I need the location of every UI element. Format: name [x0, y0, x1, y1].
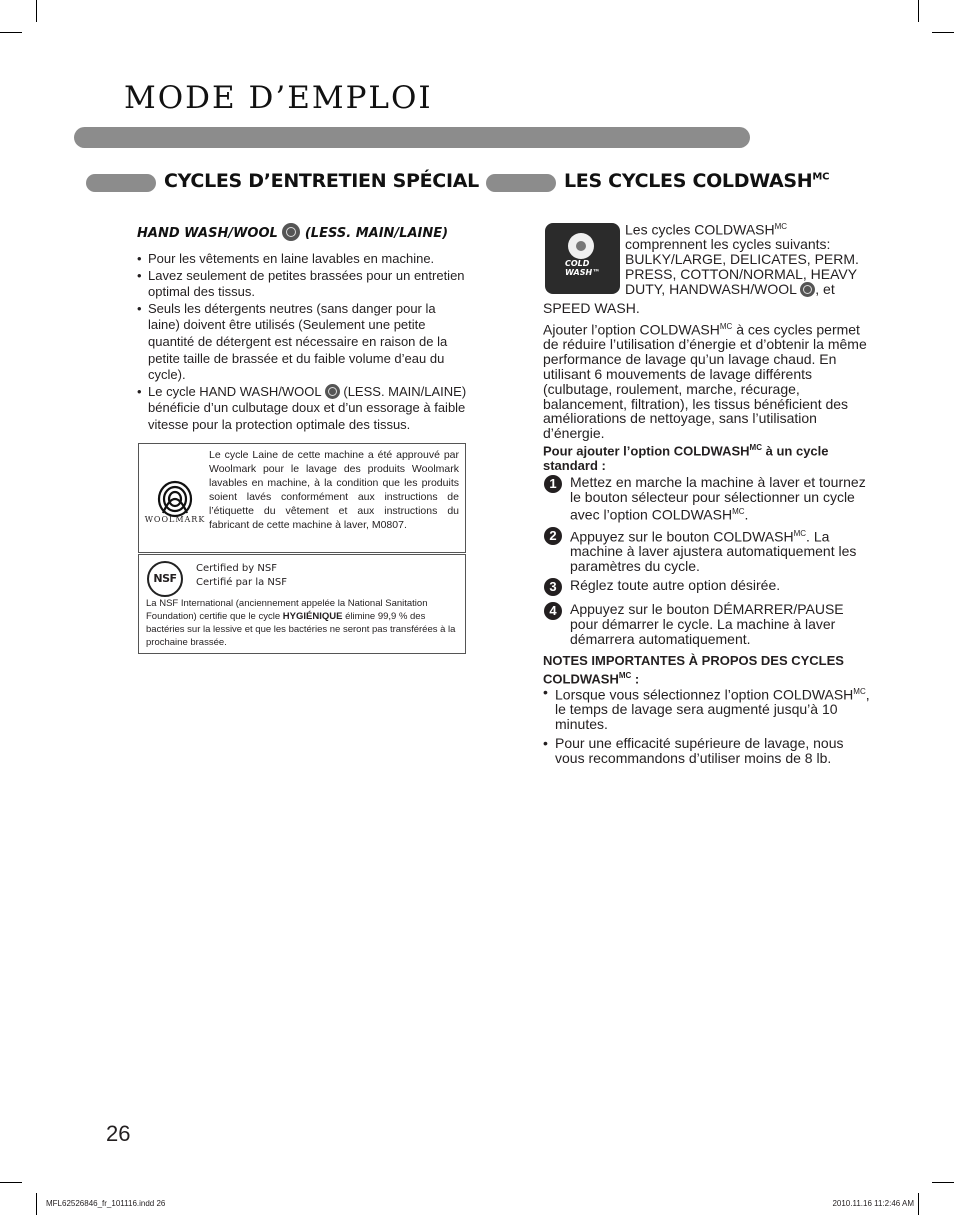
step-item: [544, 475, 874, 521]
step-text-part: Appuyez sur le bouton COLDWASH: [570, 528, 794, 545]
hand-wash-bullet-list: [137, 251, 467, 434]
crop-mark: [0, 1182, 22, 1183]
page-number: 26: [106, 1121, 131, 1146]
paragraph-text: à ces cycles permet de réduire l’utilisation d’énergie et d’obtenir la même performance de lavage qu’un lavage chaud. En utilisant 6 mouvements de lavage différents (culbutage, roulement, marche, récurage, balancement, filtration), les tissus bénéficient des améliorations de nettoyage, sans l’utilisation d’énergie.: [543, 321, 867, 442]
heading-sup: MC: [812, 171, 830, 183]
nsf-cert-en: Certified by NSF: [196, 563, 277, 574]
heading-text: :: [631, 671, 640, 687]
logo-line-1: COLD: [565, 259, 590, 268]
step-item: [544, 578, 874, 596]
step-text: Appuyez sur le bouton DÉMARRER/PAUSE pour démarrer le cycle. La machine à laver démarrera automatiquement.: [570, 601, 844, 647]
heading-text: à un cycle standard :: [543, 443, 829, 474]
woolmark-text: Le cycle Laine de cette machine a été approuvé par Woolmark pour le lavage des produits Woolmark lavables en machine, à la condition que les produits soient lavés conformément aux instructions de l’étiquette du vêtement et aux instructions du fabricant de cette machine à laver, M0807.: [209, 449, 459, 531]
logo-line-2: WASH™: [565, 268, 601, 277]
section-heading-coldwash: [564, 170, 829, 192]
step-text-part: Mettez en marche la machine à laver et tournez le bouton sélecteur pour sélectionner un cycle avec l’option COLDWASH: [570, 474, 866, 523]
title-bar: [74, 127, 750, 148]
coldwash-disc-icon: [568, 233, 594, 259]
step-number: 2: [544, 527, 562, 545]
sup-mc: MC: [793, 529, 807, 538]
paragraph-text: Ajouter l’option COLDWASH: [543, 321, 720, 338]
bullet-text-part-2: (LESS. MAIN/LAINE) bénéficie d’un culbutage doux et d’un essorage à faible vitesse pour la protection optimale des tissus.: [148, 383, 467, 432]
sup-mc: MC: [749, 443, 762, 452]
important-notes-heading: [543, 653, 873, 686]
nsf-notice-box: [138, 554, 466, 654]
nsf-text-part-2: élimine 99,9 % des bactéries sur la lessive et que les bactéries ne seront pas transférées à la prochaine brassée.: [146, 611, 456, 648]
add-coldwash-heading: [543, 440, 873, 473]
step-item: [544, 602, 874, 648]
sup-mc: MC: [774, 222, 788, 231]
crop-mark: [918, 0, 919, 22]
sup-mc: MC: [618, 671, 632, 680]
crop-mark: [36, 1193, 37, 1215]
hand-wash-subheading: [137, 223, 448, 241]
intro-line-speed-wash: SPEED WASH.: [543, 300, 640, 316]
nsf-text-bold: HYGIÉNIQUE: [282, 611, 343, 622]
step-number: 3: [544, 578, 562, 596]
heading-text: NOTES IMPORTANTES À PROPOS DES CYCLES COLDWASH: [543, 653, 844, 687]
list-item: • Pour les vêtements en laine lavables en machine.: [137, 251, 467, 268]
crop-mark: [0, 32, 22, 33]
woolmark-notice-box: [138, 443, 466, 553]
coldwash-paragraph: [543, 320, 873, 441]
nsf-cert-fr: Certifié par la NSF: [196, 577, 288, 588]
heading-text: LES CYCLES COLDWASH: [564, 170, 813, 192]
wool-icon: [800, 282, 815, 297]
sup-mc: MC: [719, 322, 733, 331]
section-heading-special-care: CYCLES D’ENTRETIEN SPÉCIAL: [164, 170, 479, 192]
intro-line: [625, 282, 885, 297]
crop-mark: [932, 32, 954, 33]
step-number: 1: [544, 475, 562, 493]
note-text: , le temps de lavage sera augmenté jusqu’à 10 minutes.: [555, 686, 870, 733]
section-pill-right: [486, 174, 556, 192]
nsf-certification: [196, 562, 287, 590]
woolmark-wordmark: WOOLMARK: [144, 515, 206, 524]
nsf-logo-icon: NSF: [147, 561, 183, 597]
coldwash-intro: [625, 220, 885, 297]
list-item: [543, 685, 873, 732]
heading-text: Pour ajouter l’option COLDWASH: [543, 443, 750, 459]
list-item: • Pour une efficacité supérieure de lavage, nous vous recommandons d’utiliser moins de 8 lb.: [543, 736, 873, 766]
step-text-part: .: [744, 506, 749, 523]
important-notes-list: [543, 685, 873, 770]
intro-text: Les cycles COLDWASH: [625, 221, 775, 238]
page-title: MODE D’EMPLOI: [124, 80, 433, 116]
list-item: • Seuls les détergents neutres (sans danger pour la laine) doivent être utilisés (Seulement une petite quantité de détergent est nécessaire en raison de la petite taille de brassée et du faible volume d’eau du cycle).: [137, 301, 467, 384]
wool-icon: [325, 384, 340, 399]
wool-icon: [282, 223, 300, 241]
step-text: Réglez toute autre option désirée.: [570, 577, 781, 593]
crop-mark: [932, 1182, 954, 1183]
note-text: Lorsque vous sélectionnez l’option COLDWASH: [555, 686, 854, 703]
intro-line: [625, 220, 885, 237]
intro-text: , et: [815, 280, 835, 297]
intro-line: BULKY/LARGE, DELICATES, PERM.: [625, 251, 859, 268]
nsf-text-part-1: La NSF International (anciennement appelée la National Sanitation Foundation) certifie que le cycle: [146, 598, 428, 622]
step-item: [544, 527, 874, 573]
section-pill-left: [86, 174, 156, 192]
subheading-part-2: (LESS. MAIN/LAINE): [304, 226, 449, 241]
subheading-part-1: HAND WASH/WOOL: [137, 226, 278, 241]
step-text-part: . La machine à laver ajustera automatiquement les paramètres du cycle.: [570, 528, 857, 575]
footer-file-name: MFL62526846_fr_101116.indd 26: [46, 1199, 166, 1208]
sup-mc: MC: [732, 506, 745, 516]
crop-mark: [918, 1193, 919, 1215]
coldwash-logo: [545, 223, 620, 294]
step-text: [570, 475, 875, 522]
crop-mark: [36, 0, 37, 22]
footer-timestamp: 2010.11.16 11:2:46 AM: [832, 1199, 914, 1208]
list-item: • Lavez seulement de petites brassées pour un entretien optimal des tissus.: [137, 268, 467, 301]
intro-line: comprennent les cycles suivants:: [625, 236, 831, 253]
nsf-text: [146, 597, 458, 649]
bullet-text-part-1: Le cycle HAND WASH/WOOL: [148, 383, 322, 399]
step-number: 4: [544, 602, 562, 620]
coldwash-logo-text: [565, 259, 600, 277]
list-item: [137, 384, 467, 434]
sup-mc: MC: [853, 687, 866, 696]
intro-text: DUTY, HANDWASH/WOOL: [625, 280, 797, 297]
intro-line: PRESS, COTTON/NORMAL, HEAVY: [625, 266, 858, 283]
step-text: [570, 527, 875, 574]
